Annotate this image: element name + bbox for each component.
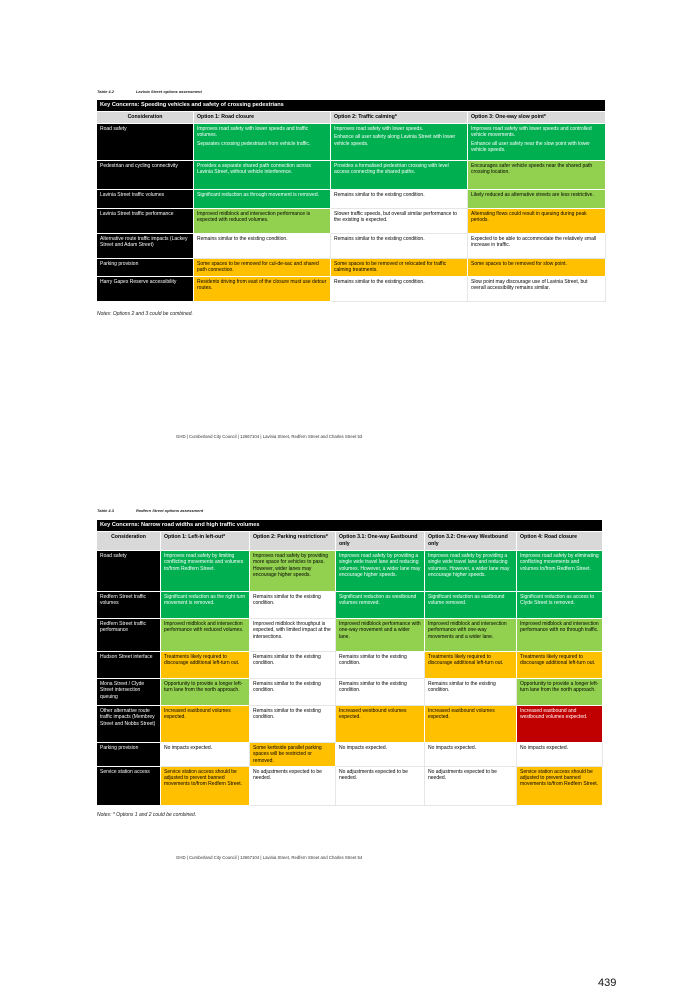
assessment-cell: Remains similar to the existing condition. [250,679,336,706]
column-header: Option 1: Road closure [194,112,331,124]
assessment-cell: Increased eastbound volumes expected. [161,706,250,743]
assessment-cell: No impacts expected. [336,743,425,767]
assessment-cell: Remains similar to the existing condition. [331,234,468,259]
page-number: 439 [598,977,617,989]
consideration-cell: Alternative route traffic impacts (Lackey Street and Adam Street) [97,234,194,259]
assessment-cell: No adjustments expected to be needed. [250,766,336,805]
assessment-cell: No adjustments expected to be needed. [336,766,425,805]
assessment-cell: Slower traffic speeds, but overall similar performance to the existing is expected. [331,209,468,234]
assessment-cell: Significant reduction as through movement is removed. [194,190,331,209]
assessment-cell: Likely reduced as alternative streets are less restrictive. [468,190,606,209]
consideration-cell: Hudson Street interface [97,652,161,679]
consideration-cell: Redfern Street traffic performance [97,619,161,652]
assessment-cell: Improved midblock throughput is expected, with limited impact at the intersections. [250,619,336,652]
column-header: Option 3: One-way slow point* [468,112,606,124]
assessment-cell: Remains similar to the existing condition. [250,592,336,619]
table-caption [97,89,202,94]
table-row [97,743,603,767]
assessment-cell: Improved midblock and intersection performance with one-way movements and a wider lane. [425,619,517,652]
consideration-cell: Mona Street / Clyde Street intersection queuing [97,679,161,706]
assessment-cell: No impacts expected. [161,743,250,767]
lavinia-options-table [96,99,606,302]
assessment-cell: Slow point may discourage use of Lavinia Street, but overall accessibility remains similar. [468,276,606,301]
redfern-options-table [96,519,603,806]
column-header: Option 3.1: One-way Eastbound only [336,532,425,551]
table-row [97,679,603,706]
assessment-cell: Improved midblock and intersection performance with no through traffic. [517,619,603,652]
assessment-cell: Alternating flows could result in queuing during peak periods. [468,209,606,234]
header-row [97,532,603,551]
table-caption [97,508,203,513]
assessment-cell: Improves road safety by providing a single wide travel lane and reducing volumes. However, a wider lane may encourage higher speeds. [425,551,517,592]
consideration-cell: Redfern Street traffic volumes [97,592,161,619]
column-header: Option 4: Road closure [517,532,603,551]
key-concerns-row [97,520,603,532]
table-notes: Notes: * Options 1 and 2 could be combined. [97,812,197,818]
table-row [97,161,606,190]
column-header: Consideration [97,112,194,124]
column-header: Option 2: Traffic calming* [331,112,468,124]
assessment-cell: Significant reduction as access to Clyde Street is removed. [517,592,603,619]
assessment-cell: Treatments likely required to discourage additional left-turn out. [425,652,517,679]
table-number: Table 4.3 [97,508,114,513]
column-header: Consideration [97,532,161,551]
consideration-cell: Other alternative route traffic impacts (Membrey Street and Nobbs Street) [97,706,161,743]
table-title: Redfern Street options assessment [135,508,204,513]
assessment-cell: Improved midblock and intersection performance with reduced volumes. [161,619,250,652]
assessment-cell: Some spaces to be removed for cul-de-sac and shared path connection. [194,259,331,277]
assessment-cell: Improves road safety by providing more space for vehicles to pass. However, wider lanes may encourage higher speeds. [250,551,336,592]
key-concerns: Key Concerns: Narrow road widths and high traffic volumes [97,520,603,532]
table-notes: Notes: Options 2 and 3 could be combined. [97,311,193,317]
assessment-cell: Remains similar to the existing condition. [425,679,517,706]
table-row [97,234,606,259]
assessment-cell: Remains similar to the existing condition. [250,652,336,679]
table-number: Table 4.2 [97,89,114,94]
assessment-cell: Improves road safety with lower speeds and traffic volumes. Separates crossing pedestrians from vehicle traffic. [194,124,331,161]
assessment-cell: Improves road safety by limiting conflicting movements and volumes to/from Redfern Street. [161,551,250,592]
key-concerns: Key Concerns: Speeding vehicles and safety of crossing pedestrians [97,100,606,112]
table-row [97,766,603,805]
assessment-cell: Some spaces to be removed for slow point. [468,259,606,277]
assessment-cell: Some spaces to be removed or relocated for traffic calming treatments. [331,259,468,277]
assessment-cell: Significant reduction as eastbound volume removed. [425,592,517,619]
table-row [97,276,606,301]
consideration-cell: Lavinia Street traffic performance [97,209,194,234]
assessment-cell: Provides a formalised pedestrian crossing with level access connecting the shared paths. [331,161,468,190]
assessment-cell: Improved midblock performance with one-way movement and a wider lane. [336,619,425,652]
page-footer: GHD | Cumberland City Council | 12667104 | Lavinia Street, Redfern Street and Charles Street 54 [176,855,363,860]
assessment-cell: Opportunity to provide a longer left-turn lane from the north approach. [161,679,250,706]
assessment-cell: Remains similar to the existing condition. [331,190,468,209]
assessment-cell: Improves road safety with lower speeds and controlled vehicle movements. Enhance all user safety near the slow point with lower vehicle speeds. [468,124,606,161]
table-row [97,209,606,234]
assessment-cell: Opportunity to provide a longer left-turn lane from the north approach. [517,679,603,706]
page-footer: GHD | Cumberland City Council | 12667104 | Lavinia Street, Redfern Street and Charles Street 53 [176,434,363,439]
assessment-cell: Improved midblock and intersection performance is expected with reduced volumes. [194,209,331,234]
assessment-cell: Treatments likely required to discourage additional left-turn out. [517,652,603,679]
consideration-cell: Service station access [97,766,161,805]
assessment-cell: No impacts expected. [425,743,517,767]
table-row [97,592,603,619]
assessment-cell: Expected to be able to accommodate the relatively small increase in traffic. [468,234,606,259]
assessment-cell: Residents driving from east of the closure must use detour routes. [194,276,331,301]
assessment-cell: Remains similar to the existing condition. [336,652,425,679]
key-concerns-row [97,100,606,112]
assessment-cell: Significant reduction as the right turn movement is removed. [161,592,250,619]
assessment-cell: Increased eastbound volumes expected. [425,706,517,743]
consideration-cell: Road safety [97,551,161,592]
assessment-cell: Significant reduction as westbound volumes removed. [336,592,425,619]
header-row [97,112,606,124]
consideration-cell: Lavinia Street traffic volumes [97,190,194,209]
consideration-cell: Road safety [97,124,194,161]
column-header: Option 1: Left-in left-out* [161,532,250,551]
assessment-cell: Provides a separate shared path connection across Lavinia Street, without vehicle interference. [194,161,331,190]
table-row [97,706,603,743]
consideration-cell: Parking provision [97,259,194,277]
assessment-cell: Encourages safer vehicle speeds near the shared path crossing location. [468,161,606,190]
assessment-cell: Improves road safety by providing a single wide travel lane and reducing volumes. However, a wider lane may encourage higher speeds. [336,551,425,592]
consideration-cell: Pedestrian and cycling connectivity [97,161,194,190]
assessment-cell: Treatments likely required to discourage additional left-turn out. [161,652,250,679]
table-row [97,124,606,161]
table-row [97,190,606,209]
consideration-cell: Parking provision [97,743,161,767]
table-row [97,259,606,277]
assessment-cell: No adjustments expected to be needed. [425,766,517,805]
assessment-cell: Service station access should be adjusted to prevent banned movements to/from Redfern Street. [161,766,250,805]
assessment-cell: Improves road safety by eliminating conflicting movements and volumes to/from Redfern Street. [517,551,603,592]
table-row [97,619,603,652]
assessment-cell: Remains similar to the existing condition. [194,234,331,259]
assessment-cell: No impacts expected. [517,743,603,767]
table-row [97,652,603,679]
column-header: Option 2: Parking restrictions* [250,532,336,551]
assessment-cell: Remains similar to the existing condition. [336,679,425,706]
assessment-cell: Increased westbound volumes expected. [336,706,425,743]
assessment-cell: Some kerbside parallel parking spaces will be restricted or removed. [250,743,336,767]
consideration-cell: Harry Gapes Reserve accessibility [97,276,194,301]
column-header: Option 3.2: One-way Westbound only [425,532,517,551]
assessment-cell: Improves road safety with lower speeds. Enhance all user safety along Lavinia Street with lower vehicle speeds. [331,124,468,161]
assessment-cell: Service station access should be adjusted to prevent banned movements to/from Redfern Street. [517,766,603,805]
table-title: Lavinia Street options assessment [135,89,202,94]
assessment-cell: Remains similar to the existing condition. [331,276,468,301]
assessment-cell: Increased eastbound and westbound volumes expected. [517,706,603,743]
table-row [97,551,603,592]
assessment-cell: Remains similar to the existing condition. [250,706,336,743]
